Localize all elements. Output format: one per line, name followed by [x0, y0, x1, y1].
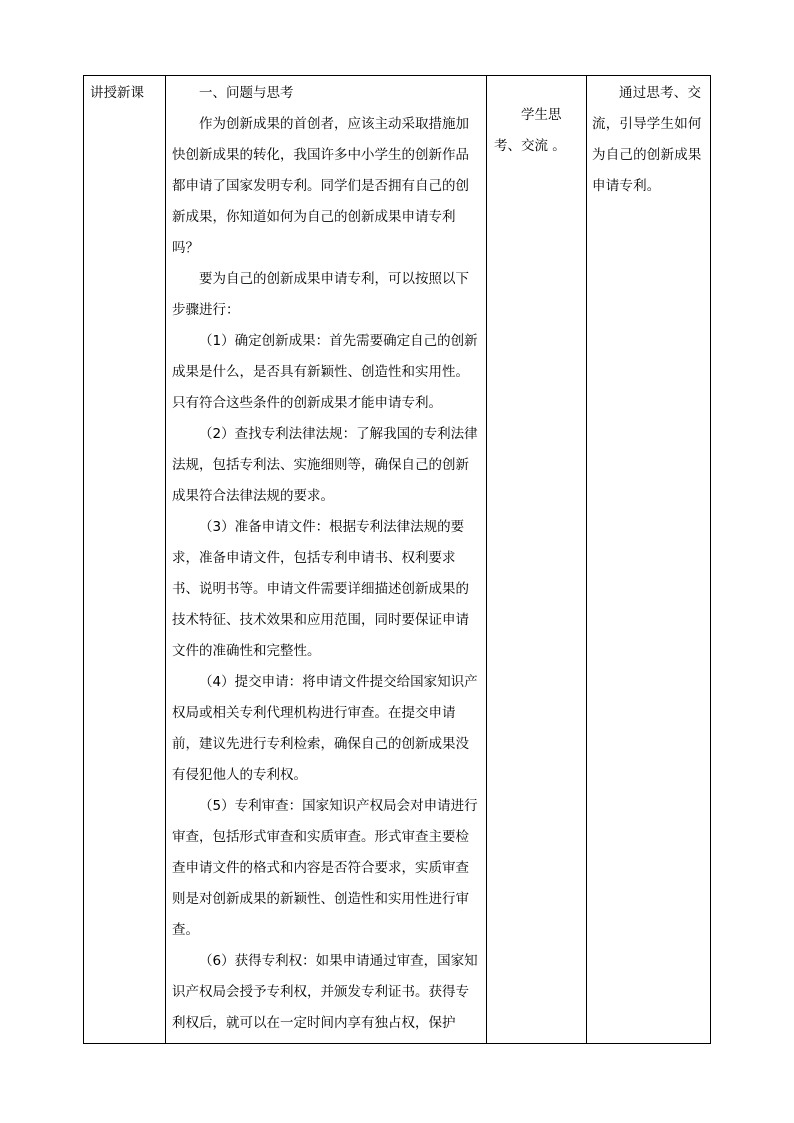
- step-paragraph: （5）专利审查：国家知识产权局会对申请进行审查，包括形式审查和实质审查。形式审查主要检查申请文件的格式和内容是否符合要求，实质审查则是对创新成果的新颖性、创造性和实用性进行审查。: [172, 798, 478, 938]
- student-activity-cell: [494, 100, 580, 1043]
- content-paragraph: 要为自己的创新成果申请专利，可以按照以下步骤进行：: [172, 271, 469, 318]
- lesson-table: [83, 75, 711, 1044]
- step-paragraph: （2）查找专利法律法规：了解我国的专利法律法规，包括专利法、实施细则等，确保自己的创新成果符合法律法规的要求。: [172, 426, 478, 504]
- design-intent-cell: [592, 78, 708, 1043]
- content-cell: [172, 78, 482, 1043]
- content-paragraph: 作为创新成果的首创者，应该主动采取措施加快创新成果的转化，我国许多中小学生的创新作品都申请了国家发明专利。同学们是否拥有自己的创新成果，你知道如何为自己的创新成果申请专利吗？: [172, 116, 469, 256]
- section-heading: 一、问题与思考: [199, 85, 294, 101]
- row-label-cell: [90, 78, 164, 1043]
- step-paragraph: （3）准备申请文件：根据专利法律法规的要求，准备申请文件，包括专利申请书、权利要求书、说明书等。申请文件需要详细描述创新成果的技术特征、技术效果和应用范围，同时要保证申请文件的准确性和完整性。: [172, 519, 469, 659]
- student-activity-text: 学生思考、交流 。: [494, 107, 566, 154]
- step-paragraph: （1）确定创新成果：首先需要确定自己的创新成果是什么，是否具有新颖性、创造性和实用性。只有符合这些条件的创新成果才能申请专利。: [172, 333, 478, 411]
- row-label: 讲授新课: [90, 85, 144, 101]
- step-paragraph: （6）获得专利权：如果申请通过审查，国家知识产权局会授予专利权，并颁发专利证书。获得专利权后，就可以在一定时间内享有独占权，保护: [172, 953, 478, 1031]
- column-divider: [486, 76, 487, 1043]
- column-divider: [586, 76, 587, 1043]
- design-intent-text: 通过思考、交流，引导学生如何为自己的创新成果申请专利。: [592, 85, 702, 194]
- column-divider: [165, 76, 166, 1043]
- step-paragraph: （4）提交申请：将申请文件提交给国家知识产权局或相关专利代理机构进行审查。在提交申请前，建议先进行专利检索，确保自己的创新成果没有侵犯他人的专利权。: [172, 674, 478, 783]
